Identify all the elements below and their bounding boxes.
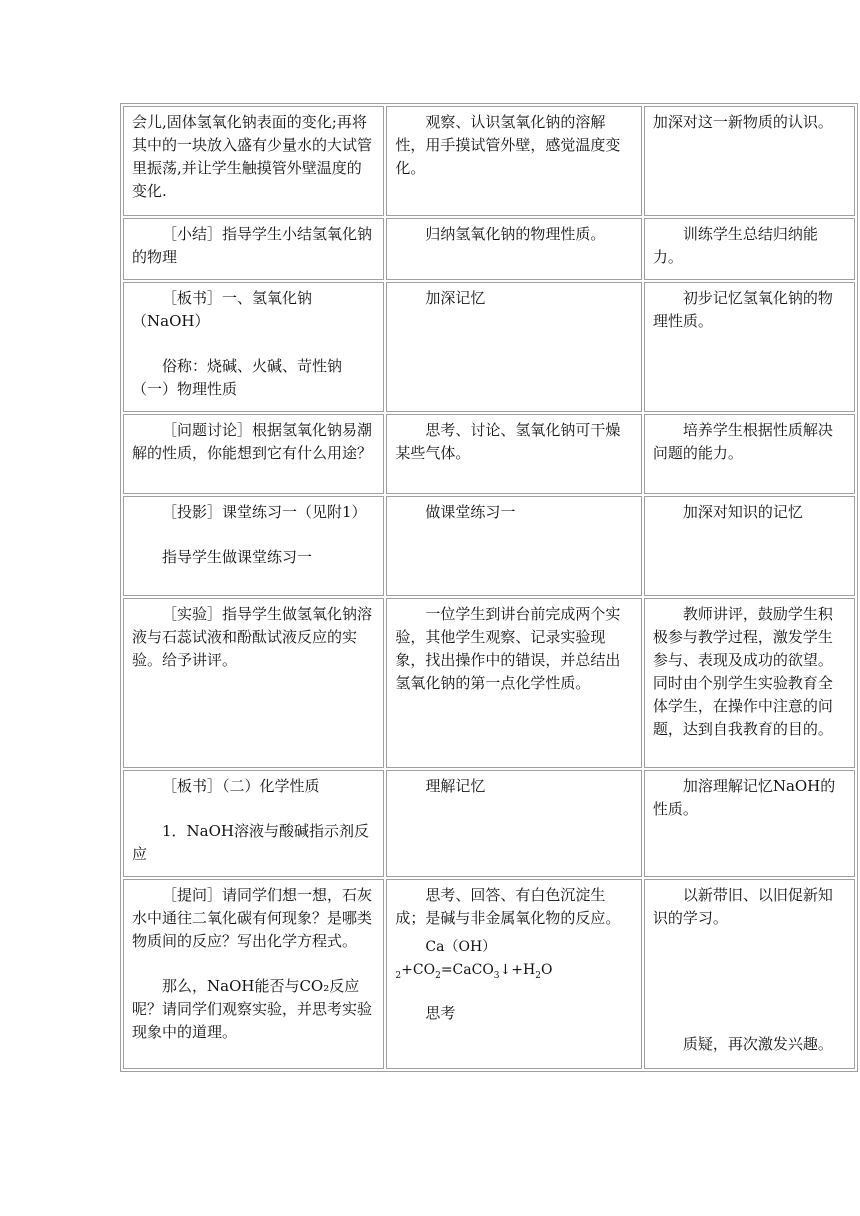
cell-text: 加溶理解记忆NaOH的性质。 [652, 777, 836, 818]
cell-text: 加深对这一新物质的认识。 [652, 113, 833, 131]
student-activity-cell [386, 770, 641, 877]
design-intent-cell [644, 414, 855, 494]
student-activity-cell [386, 496, 641, 596]
design-intent-cell [644, 282, 855, 412]
cell-text: 归纳氢氧化钠的物理性质。 [425, 225, 606, 243]
student-activity-cell [386, 879, 641, 1069]
cell-text: 一位学生到讲台前完成两个实验，其他学生观察、记录实验现象，找出操作中的错误，并总结出氢氧化钠的第一点化学性质。 [395, 605, 621, 692]
cell-text: 会儿,固体氢氧化钠表面的变化;再将其中的一块放入盛有少量水的大试管里振荡,并让学生触摸管外壁温度的变化. [132, 113, 373, 200]
cell-text: 培养学生根据性质解决问题的能力。 [652, 421, 833, 462]
teacher-activity-cell [123, 218, 384, 280]
cell-text: 观察、认识氢氧化钠的溶解性，用手摸试管外壁，感觉温度变化。 [395, 113, 621, 177]
cell-text: ［提问］请同学们想一想，石灰水中通往二氧化碳有何现象？是哪类物质间的反应？写出化学方程式。 [132, 886, 373, 950]
cell-text: 思考、讨论、氢氧化钠可干燥某些气体。 [395, 421, 621, 462]
design-intent-cell [644, 879, 855, 1069]
teacher-activity-cell [123, 414, 384, 494]
table-row [123, 106, 855, 216]
teacher-activity-cell [123, 879, 384, 1069]
cell-text: ［板书］（二）化学性质 [162, 777, 320, 795]
cell-text: 初步记忆氢氧化钠的物理性质。 [652, 289, 833, 330]
cell-text: 加深记忆 [425, 289, 486, 307]
student-activity-cell [386, 414, 641, 494]
cell-text: 指导学生做课堂练习一 [162, 548, 313, 566]
cell-text: 俗称：烧碱、火碱、苛性钠（一）物理性质 [132, 357, 343, 398]
table-row [123, 770, 855, 877]
table-row [123, 218, 855, 280]
design-intent-cell [644, 496, 855, 596]
lesson-plan-table [120, 103, 858, 1072]
cell-text: 质疑，再次激发兴趣。 [682, 1035, 833, 1053]
teacher-activity-cell [123, 106, 384, 216]
cell-text: 思考 [425, 1003, 456, 1022]
student-activity-cell [386, 598, 641, 768]
teacher-activity-cell [123, 496, 384, 596]
cell-text: 以新带旧、以旧促新知识的学习。 [652, 886, 833, 927]
cell-text: ［板书］一、氢氧化钠（NaOH） [132, 289, 313, 330]
design-intent-cell [644, 770, 855, 877]
design-intent-cell [644, 598, 855, 768]
cell-text: 理解记忆 [425, 777, 486, 795]
teacher-activity-cell [123, 598, 384, 768]
table-row [123, 414, 855, 494]
cell-text: ［小结］指导学生小结氢氧化钠的物理 [132, 225, 373, 266]
chemical-equation: $Ca(OH)_2+CO_2=CaCO_3↓+H_2O$ [395, 939, 553, 981]
student-activity-cell [386, 218, 641, 280]
student-activity-cell [386, 282, 641, 412]
cell-text: ［问题讨论］根据氢氧化钠易潮解的性质，你能想到它有什么用途？ [132, 421, 373, 462]
student-activity-cell [386, 106, 641, 216]
table-row [123, 879, 855, 1069]
table-row [123, 496, 855, 596]
cell-text: ［投影］课堂练习一（见附1） [162, 503, 367, 521]
table-row [123, 598, 855, 768]
cell-text: 教师讲评，鼓励学生积极参与教学过程，激发学生参与、表现及成功的欲望。同时由个别学生实验教育全体学生，在操作中注意的问题，达到自我教育的目的。 [652, 605, 833, 738]
design-intent-cell [644, 106, 855, 216]
teacher-activity-cell [123, 282, 384, 412]
cell-text: 思考、回答、有白色沉淀生成；是碱与非金属氧化物的反应。 [395, 886, 621, 927]
cell-text: ［实验］指导学生做氢氧化钠溶液与石蕊试液和酚酞试液反应的实验。给予讲评。 [132, 605, 373, 669]
cell-text: 1．NaOH溶液与酸碱指示剂反应 [132, 822, 369, 863]
teacher-activity-cell [123, 770, 384, 877]
cell-text: 加深对知识的记忆 [682, 503, 803, 521]
cell-text: 训练学生总结归纳能力。 [652, 225, 818, 266]
design-intent-cell [644, 218, 855, 280]
table-row [123, 282, 855, 412]
cell-text: 那么，NaOH能否与CO₂反应呢？请同学们观察实验，并思考实验现象中的道理。 [132, 977, 373, 1041]
cell-text: 做课堂练习一 [425, 503, 516, 521]
